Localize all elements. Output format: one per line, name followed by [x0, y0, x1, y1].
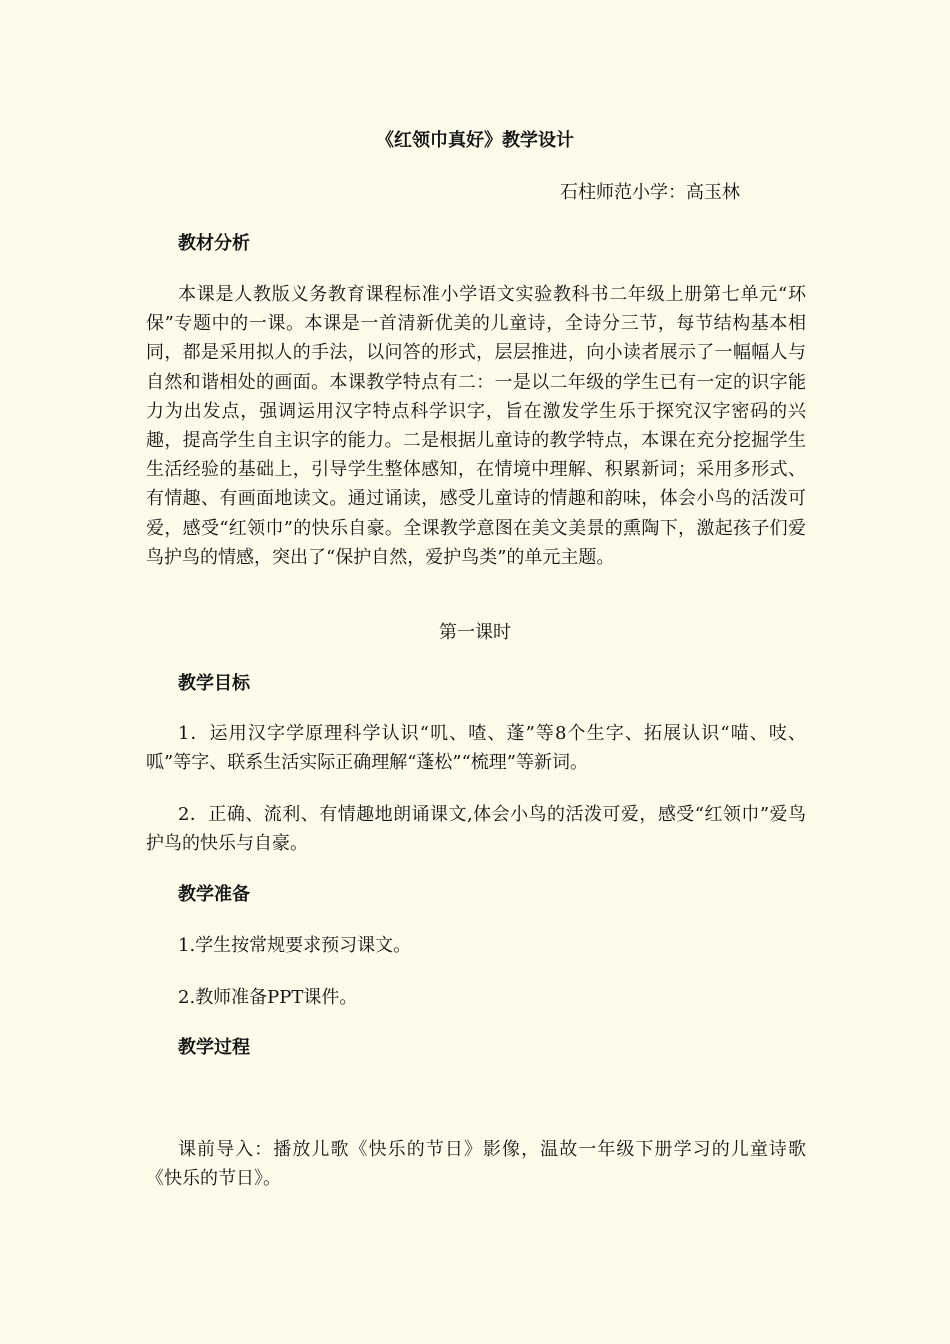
- goal-item-1: 1．运用汉字学原理科学认识“叽、喳、蓬”等8个生字、拓展认识“喵、吱、呱”等字、联系生活实际正确理解“蓬松”“梳理”等新词。: [146, 723, 806, 774]
- prep-item-2: 2.教师准备PPT课件。: [178, 987, 358, 1008]
- prep-item-1: 1.学生按常规要求预习课文。: [178, 935, 412, 956]
- heading-teaching-goals: 教学目标: [178, 673, 250, 694]
- document-author: 石柱师范小学：高玉林: [560, 182, 740, 203]
- lesson-label: 第一课时: [439, 622, 511, 643]
- goal-item-2: 2．正确、流利、有情趣地朗诵课文,体会小鸟的活泼可爱，感受“红领巾”爱鸟护鸟的快乐与自豪。: [146, 804, 806, 855]
- heading-material-analysis: 教材分析: [178, 233, 250, 254]
- heading-teaching-prep: 教学准备: [178, 884, 250, 905]
- paragraph-material-analysis: 本课是人教版义务教育课程标准小学语文实验教科书二年级上册第七单元“环保”专题中的一课。本课是一首清新优美的儿童诗，全诗分三节，每节结构基本相同，都是采用拟人的手法，以问答的形式，层层推进，向小读者展示了一幅幅人与自然和谐相处的画面。本课教学特点有二：一是以二年级的学生已有一定的识字能力为出发点，强调运用汉字特点科学识字，旨在激发学生乐于探究汉字密码的兴趣，提高学生自主识字的能力。二是根据儿童诗的教学特点，本课在充分挖掘学生生活经验的基础上，引导学生整体感知，在情境中理解、积累新词；采用多形式、有情趣、有画面地读文。通过诵读，感受儿童诗的情趣和韵味，体会小鸟的活泼可爱，感受“红领巾”的快乐自豪。全课教学意图在美文美景的熏陶下，激起孩子们爱鸟护鸟的情感，突出了“保护自然，爱护鸟类”的单元主题。: [146, 284, 806, 568]
- heading-teaching-process: 教学过程: [178, 1037, 250, 1058]
- paragraph-lesson-intro: 课前导入：播放儿歌《快乐的节日》影像，温故一年级下册学习的儿童诗歌《快乐的节日》。: [146, 1139, 806, 1190]
- document-title: 《红领巾真好》教学设计: [376, 130, 574, 151]
